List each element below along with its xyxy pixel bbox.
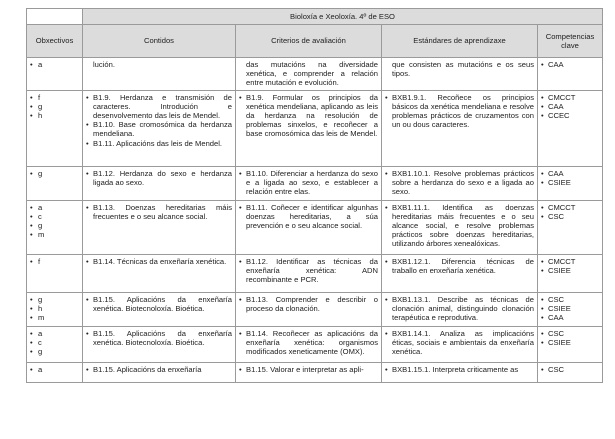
estandares-list <box>385 257 534 275</box>
header-obxectivos: Obxectivos <box>27 25 83 58</box>
cell-competencias <box>538 166 603 200</box>
criterio-item: das mutacións na diversidade xenética, e comprender a relación entre mutación e evolución. <box>246 60 378 88</box>
estandares-list <box>385 169 534 197</box>
estandar-item: • BXB1.9.1. Recoñece os principios básicos da xenética mendeliana e resolve problemas prácticos de cruzamentos con un ou dous caracteres. <box>385 93 534 130</box>
criterios-list <box>239 295 378 313</box>
contido-item: • B1.14. Técnicas da enxeñaría xenética. <box>86 257 232 266</box>
obxectivos-list <box>30 295 79 323</box>
estandares-list <box>385 93 534 130</box>
cell-criterios <box>236 254 382 292</box>
competencia-item: • CSIEE <box>541 266 599 275</box>
competencia-item: • CSIEE <box>541 338 599 347</box>
table-title: Bioloxía e Xeoloxía. 4º de ESO <box>83 9 603 25</box>
obxectivo-item: • c <box>30 338 79 347</box>
competencia-item: • CAA <box>541 60 599 69</box>
competencia-item: • CMCCT <box>541 93 599 102</box>
contidos-list <box>86 329 232 347</box>
obxectivos-list <box>30 365 79 374</box>
table-body <box>27 58 603 383</box>
obxectivo-item: • h <box>30 111 79 120</box>
criterio-item: • B1.12. Identificar as técnicas da enxeñaría xenética: ADN recombinante e PCR. <box>239 257 378 285</box>
obxectivo-item: • g <box>30 221 79 230</box>
contido-item: • B1.15. Aplicacións da enxeñaría <box>86 365 232 374</box>
competencia-item: • CAA <box>541 102 599 111</box>
obxectivo-item: • m <box>30 313 79 322</box>
cell-obxectivos <box>27 292 83 326</box>
criterio-item: • B1.11. Coñecer e identificar algunhas doenzas hereditarias, a súa prevención e o seu alcance social. <box>239 203 378 231</box>
curriculum-table <box>26 8 603 383</box>
criterio-item: • B1.10. Diferenciar a herdanza do sexo e a ligada ao sexo, e establecer a relación entre elas. <box>239 169 378 197</box>
obxectivos-list <box>30 203 79 240</box>
competencias-list <box>541 93 599 121</box>
criterios-list <box>239 169 378 197</box>
header-row <box>27 25 603 58</box>
competencia-item: • CMCCT <box>541 203 599 212</box>
competencia-item: • CSIEE <box>541 178 599 187</box>
competencias-list <box>541 257 599 275</box>
obxectivo-item: • a <box>30 203 79 212</box>
cell-estandares <box>382 90 538 166</box>
cell-competencias <box>538 254 603 292</box>
cell-criterios <box>236 326 382 362</box>
obxectivo-item: • g <box>30 102 79 111</box>
cell-criterios <box>236 90 382 166</box>
criterios-list <box>239 93 378 139</box>
obxectivos-list <box>30 93 79 121</box>
estandar-item: • BXB1.15.1. Interpreta criticamente as <box>385 365 534 374</box>
title-row <box>27 9 603 25</box>
competencias-list <box>541 203 599 221</box>
contidos-list <box>86 295 232 313</box>
corner-cell <box>27 9 83 25</box>
table-row <box>27 362 603 382</box>
competencia-item: • CAA <box>541 169 599 178</box>
cell-competencias <box>538 362 603 382</box>
obxectivo-item: • h <box>30 304 79 313</box>
competencia-item: • CSC <box>541 329 599 338</box>
competencias-list <box>541 295 599 323</box>
cell-competencias <box>538 292 603 326</box>
competencia-item: • CSIEE <box>541 304 599 313</box>
cell-estandares <box>382 326 538 362</box>
criterio-item: • B1.13. Comprender e describir o proceso da clonación. <box>239 295 378 313</box>
criterios-list <box>239 365 378 374</box>
contido-item: • B1.9. Herdanza e transmisión de caracteres. Introdución e desenvolvemento das leis de Mendel. <box>86 93 232 121</box>
estandar-item: • BXB1.10.1. Resolve problemas prácticos sobre a herdanza do sexo e a ligada ao sexo. <box>385 169 534 197</box>
estandares-list <box>385 295 534 323</box>
obxectivo-item: • f <box>30 257 79 266</box>
competencia-item: • CAA <box>541 313 599 322</box>
contidos-list <box>86 257 232 266</box>
estandar-item: • BXB1.14.1. Analiza as implicacións éticas, sociais e ambientais da enxeñaría xenética. <box>385 329 534 357</box>
table-row <box>27 90 603 166</box>
estandares-list <box>385 365 534 374</box>
cell-contidos <box>83 166 236 200</box>
cell-estandares <box>382 362 538 382</box>
contido-item: • B1.12. Herdanza do sexo e herdanza ligada ao sexo. <box>86 169 232 187</box>
cell-obxectivos <box>27 90 83 166</box>
header-contidos: Contidos <box>83 25 236 58</box>
competencias-list <box>541 60 599 69</box>
contidos-list <box>86 169 232 187</box>
table-row <box>27 326 603 362</box>
cell-estandares <box>382 292 538 326</box>
contidos-list <box>86 365 232 374</box>
estandar-item: que consisten as mutacións e os seus tipos. <box>392 60 534 79</box>
cell-estandares <box>382 200 538 254</box>
competencia-item: • CSC <box>541 365 599 374</box>
estandar-item: • BXB1.13.1. Describe as técnicas de clonación animal, distinguindo clonación terapéutica e reprodutiva. <box>385 295 534 323</box>
contidos-list <box>86 93 232 148</box>
contido-item: • B1.11. Aplicacións das leis de Mendel. <box>86 139 232 148</box>
cell-contidos <box>83 58 236 91</box>
estandares-list <box>385 60 534 78</box>
obxectivo-item: • a <box>30 60 79 69</box>
table-row <box>27 292 603 326</box>
cell-contidos <box>83 326 236 362</box>
cell-estandares <box>382 58 538 91</box>
cell-estandares <box>382 254 538 292</box>
estandares-list <box>385 329 534 357</box>
obxectivos-list <box>30 60 79 69</box>
cell-estandares <box>382 166 538 200</box>
obxectivo-item: • g <box>30 347 79 356</box>
cell-obxectivos <box>27 200 83 254</box>
cell-obxectivos <box>27 326 83 362</box>
competencia-item: • CSC <box>541 212 599 221</box>
estandar-item: • BXB1.12.1. Diferencia técnicas de traballo en enxeñaría xenética. <box>385 257 534 275</box>
cell-criterios <box>236 292 382 326</box>
estandar-item: • BXB1.11.1. Identifica as doenzas hereditarias máis frecuentes e o seu alcance social, e resolve problemas prácticos sobre doenzas hereditarias, utilizando árbores xenealóxicas. <box>385 203 534 249</box>
criterios-list <box>239 60 378 88</box>
competencia-item: • CMCCT <box>541 257 599 266</box>
cell-criterios <box>236 362 382 382</box>
cell-contidos <box>83 90 236 166</box>
header-criterios: Criterios de avaliación <box>236 25 382 58</box>
cell-competencias <box>538 326 603 362</box>
cell-criterios <box>236 200 382 254</box>
cell-criterios <box>236 58 382 91</box>
obxectivo-item: • m <box>30 230 79 239</box>
contido-item: • B1.15. Aplicacións da enxeñaría xenética. Biotecnoloxía. Bioética. <box>86 295 232 313</box>
cell-contidos <box>83 362 236 382</box>
cell-obxectivos <box>27 254 83 292</box>
cell-contidos <box>83 292 236 326</box>
obxectivo-item: • f <box>30 93 79 102</box>
obxectivos-list <box>30 329 79 357</box>
cell-competencias <box>538 200 603 254</box>
competencia-item: • CCEC <box>541 111 599 120</box>
criterios-list <box>239 257 378 285</box>
competencias-list <box>541 365 599 374</box>
header-competencias: Competencias clave <box>538 25 603 58</box>
obxectivo-item: • a <box>30 365 79 374</box>
cell-competencias <box>538 90 603 166</box>
contidos-list <box>86 203 232 221</box>
cell-contidos <box>83 254 236 292</box>
cell-obxectivos <box>27 362 83 382</box>
table-row <box>27 200 603 254</box>
table-row <box>27 58 603 91</box>
table-row <box>27 254 603 292</box>
obxectivo-item: • g <box>30 169 79 178</box>
criterio-item: • B1.15. Valorar e interpretar as apli- <box>239 365 378 374</box>
cell-contidos <box>83 200 236 254</box>
obxectivo-item: • c <box>30 212 79 221</box>
competencias-list <box>541 329 599 347</box>
criterio-item: • B1.14. Recoñecer as aplicacións da enxeñaría xenética: organismos modificados xeneticamente (OMX). <box>239 329 378 357</box>
obxectivo-item: • a <box>30 329 79 338</box>
competencias-list <box>541 169 599 187</box>
table-row <box>27 166 603 200</box>
obxectivos-list <box>30 257 79 266</box>
estandares-list <box>385 203 534 249</box>
obxectivos-list <box>30 169 79 178</box>
header-estandares: Estándares de aprendizaxe <box>382 25 538 58</box>
contido-text: lución. <box>93 60 115 69</box>
obxectivo-item: • g <box>30 295 79 304</box>
contido-item: • B1.13. Doenzas hereditarias máis frecuentes e o seu alcance social. <box>86 203 232 221</box>
cell-obxectivos <box>27 166 83 200</box>
cell-competencias <box>538 58 603 91</box>
criterios-list <box>239 329 378 357</box>
competencia-item: • CSC <box>541 295 599 304</box>
cell-obxectivos <box>27 58 83 91</box>
contido-item: • B1.15. Aplicacións da enxeñaría xenética. Biotecnoloxía. Bioética. <box>86 329 232 347</box>
cell-criterios <box>236 166 382 200</box>
criterio-item: • B1.9. Formular os principios da xenética mendeliana, aplicando as leis da herdanza na resolución de problemas sinxelos, e recoñecer a base cromosómica das leis de Mendel. <box>239 93 378 139</box>
contido-item: • B1.10. Base cromosómica da herdanza mendeliana. <box>86 120 232 138</box>
criterios-list <box>239 203 378 231</box>
